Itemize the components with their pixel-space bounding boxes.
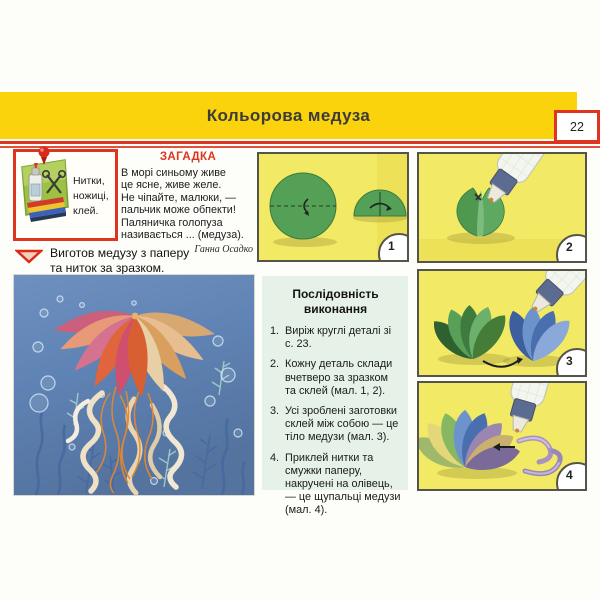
sequence-panel <box>262 276 408 517</box>
sequence-step: 2. Кожну деталь склади вчетверо за зразком та склей (мал. 1, 2). <box>270 358 393 397</box>
step-photo-1 <box>257 152 409 262</box>
riddle-author: Ганна Осадко <box>194 244 253 256</box>
triangle-marker-icon <box>15 249 43 264</box>
step-photo-2 <box>417 152 587 263</box>
riddle-line: Паляничка голопуза <box>121 216 223 229</box>
task-line: та ниток за зразком. <box>50 260 165 275</box>
jellyfish-sample-photo <box>13 274 255 496</box>
riddle-line: В морі синьому живе <box>121 167 226 179</box>
materials-line: Нитки, <box>73 175 105 187</box>
page-number-badge <box>554 110 600 143</box>
sequence-step: 3. Усі зроблені заготовки склей між собою — це тіло медузи (мал. 3). <box>270 405 399 444</box>
header-band <box>0 92 577 139</box>
figure-number-badge: 2 <box>556 234 587 263</box>
figure-number-badge: 3 <box>556 348 587 377</box>
materials-line: ножиці, <box>73 190 109 202</box>
figure-number-badge: 1 <box>378 233 409 262</box>
riddle-heading: ЗАГАДКА <box>159 151 217 163</box>
header-divider <box>0 141 600 144</box>
step-photo-3 <box>417 269 587 377</box>
sequence-step: 1. Виріж круглі деталі зі с. 23. <box>270 325 391 351</box>
step-photo-4 <box>417 381 587 491</box>
task-instruction <box>15 246 189 276</box>
riddle-line: Не чіпайте, малюки, — <box>121 191 236 204</box>
materials-label <box>73 174 117 219</box>
materials-box <box>13 149 118 241</box>
task-line: Виготов медузу з паперу <box>50 246 190 260</box>
riddle-line: це ясне, живе желе. <box>121 179 222 192</box>
sequence-step: 4. Приклей нитки та смужки паперу, накручені на олівець, — це щупальці медузи (мал. 4). <box>270 451 401 517</box>
task-text <box>50 246 189 276</box>
page-title: Кольорова медуза <box>206 105 371 125</box>
page-number: 22 <box>570 119 584 134</box>
figure-number-badge: 4 <box>556 462 587 491</box>
riddle-line: пальчик може обпекти! <box>121 204 236 217</box>
materials-icon <box>17 141 71 233</box>
sequence-heading: Послідовність виконання <box>292 287 379 316</box>
riddle-section <box>121 151 255 255</box>
header-divider-thin <box>0 146 600 148</box>
riddle-line: називається ... (медуза). <box>121 229 244 242</box>
materials-line: клей. <box>73 205 99 217</box>
